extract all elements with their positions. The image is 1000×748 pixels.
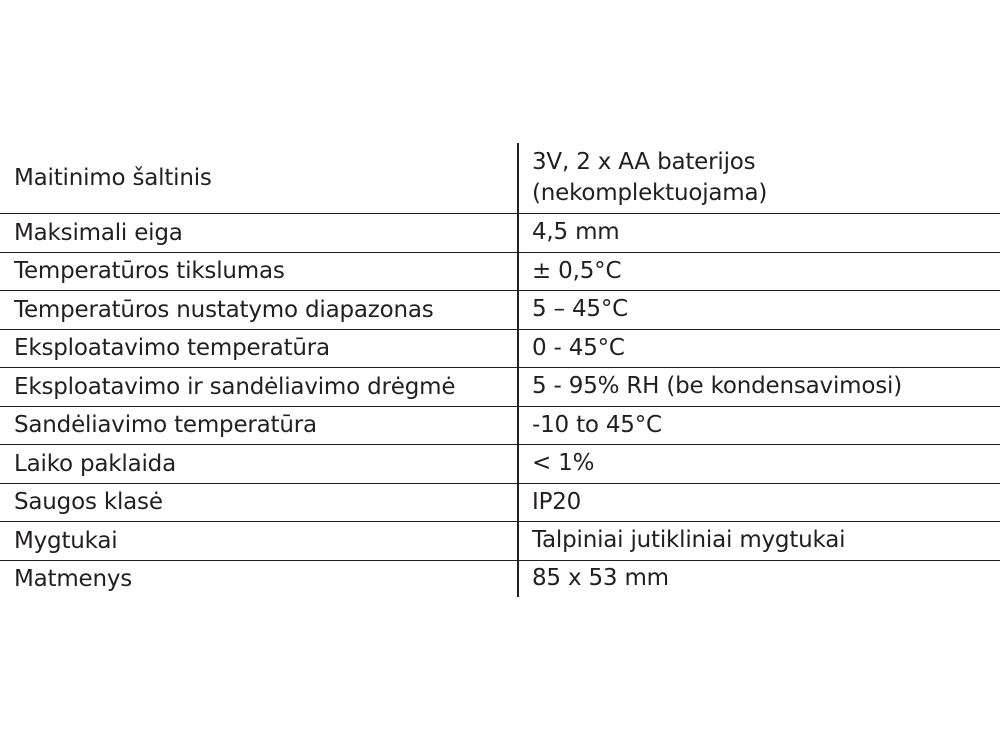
row-value: IP20 [532,488,582,515]
row-value: 0 - 45°C [532,334,625,361]
table-row [0,483,1000,522]
table-row [0,444,1000,483]
table-row [0,521,1000,560]
row-label: Maitinimo šaltinis [14,165,212,191]
row-label: Temperatūros tikslumas [14,258,285,285]
spec-table [0,143,1000,597]
row-label: Eksploatavimo temperatūra [14,335,330,362]
table-row [0,290,1000,329]
row-label: Mygtukai [14,527,118,554]
table-row [0,329,1000,368]
table-row [0,143,1000,213]
table-row [0,252,1000,291]
row-value: 3V, 2 x AA baterijos (nekomplektuojama) [532,149,768,206]
row-label: Maksimali eiga [14,219,183,246]
row-value: 85 x 53 mm [532,565,669,591]
row-value: ± 0,5°C [532,257,622,284]
row-value: Talpiniai jutikliniai mygtukai [532,527,846,554]
table-row [0,560,1000,597]
row-value: 4,5 mm [532,219,620,246]
row-label: Laiko paklaida [14,450,176,477]
row-label: Saugos klasė [14,489,163,516]
table-row [0,367,1000,406]
row-value: < 1% [532,450,595,477]
row-label: Eksploatavimo ir sandėliavimo drėgmė [14,373,456,400]
row-value: 5 – 45°C [532,296,628,323]
row-label: Matmenys [14,565,133,592]
row-value: -10 to 45°C [532,411,662,438]
row-label: Temperatūros nustatymo diapazonas [14,296,434,323]
row-value: 5 - 95% RH (be kondensavimosi) [532,373,902,400]
table-row [0,406,1000,445]
table-row [0,213,1000,252]
row-label: Sandėliavimo temperatūra [14,412,317,439]
